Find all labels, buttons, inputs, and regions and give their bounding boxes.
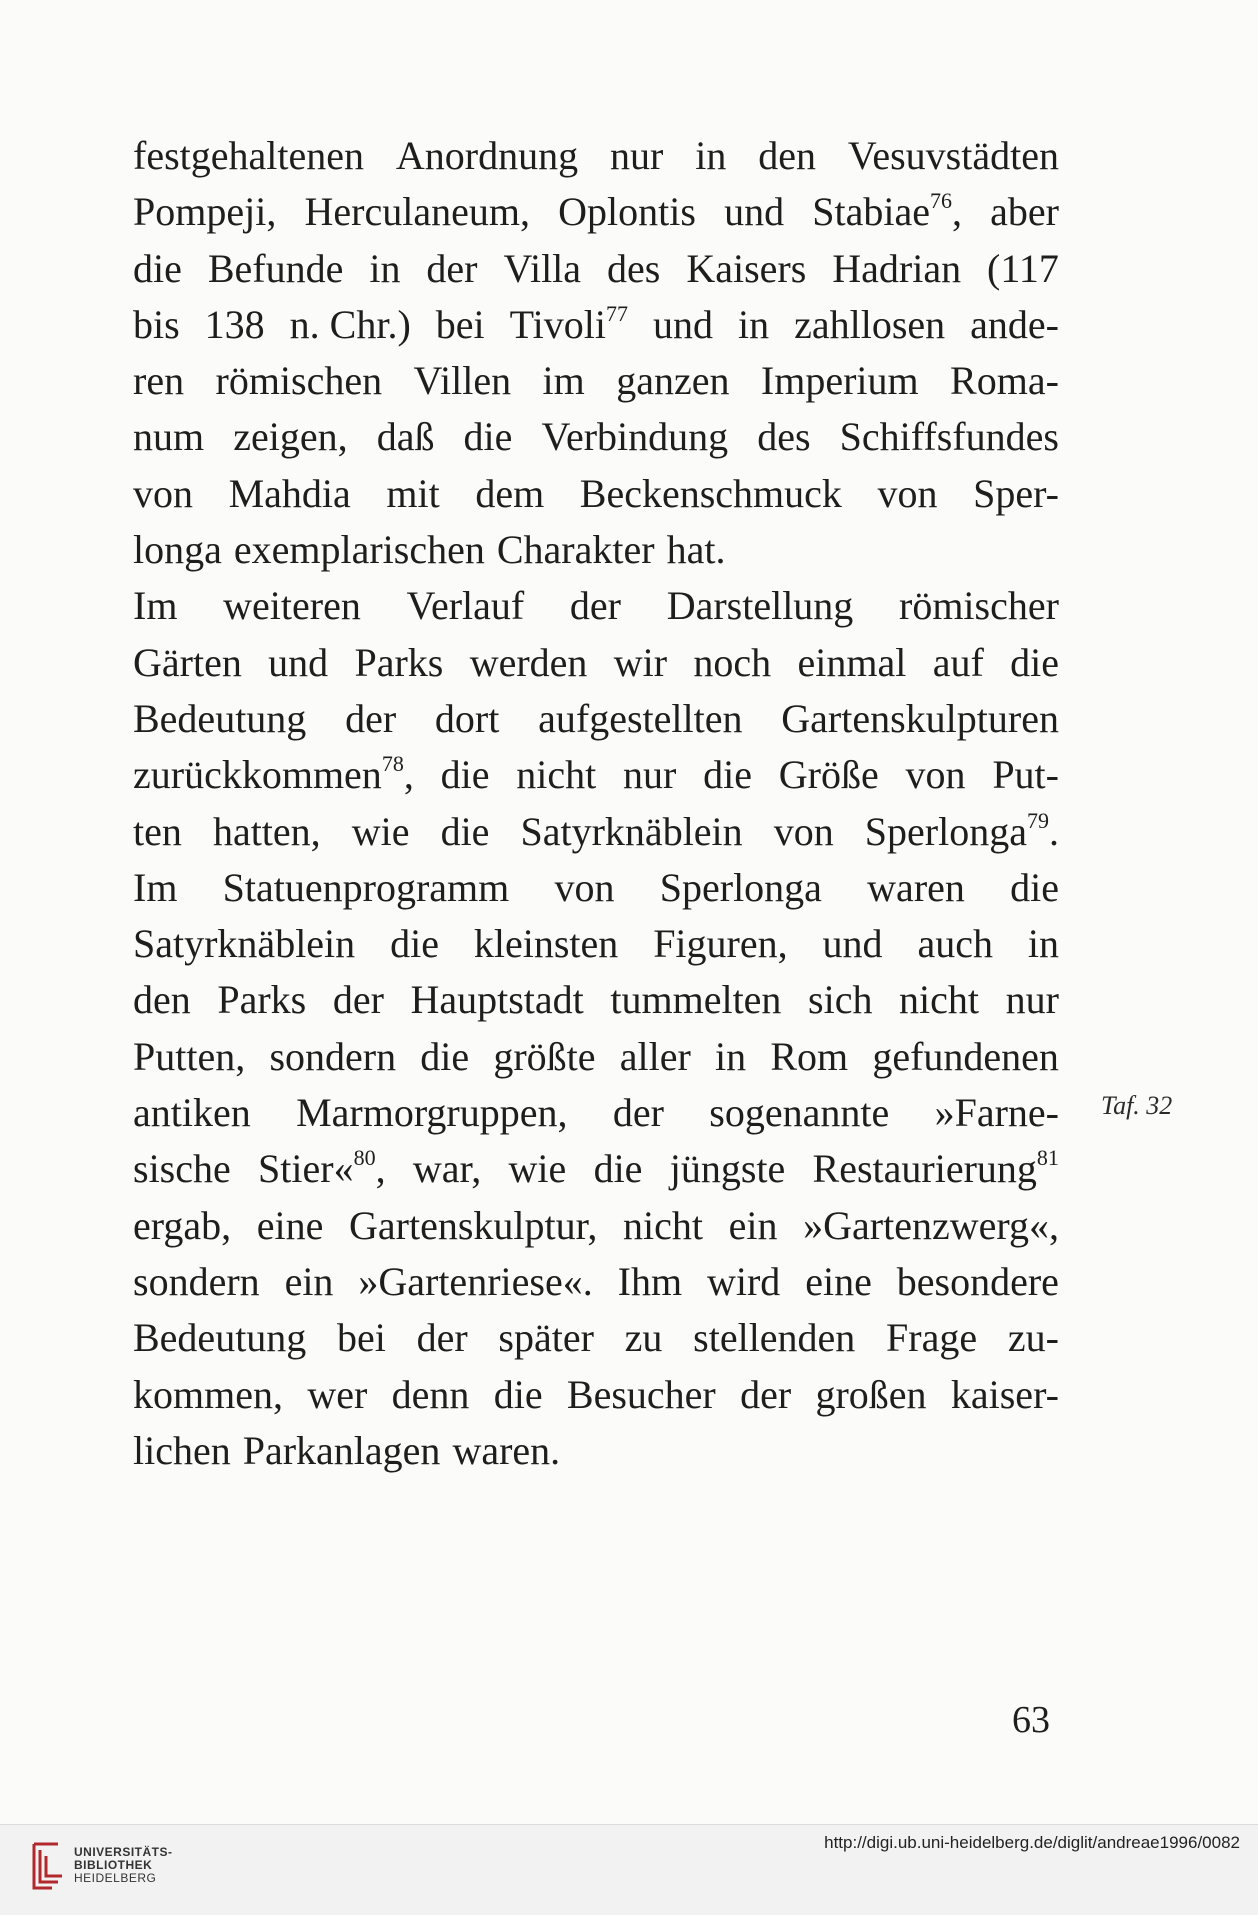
word: wer <box>307 1371 368 1417</box>
footnote-marker: 77 <box>606 300 628 326</box>
word: Beckenschmuck <box>579 470 842 516</box>
word: Mahdia <box>228 470 351 516</box>
word: Statuenprogramm <box>222 864 510 910</box>
word: Darstellung <box>666 583 854 629</box>
word: von <box>773 808 834 854</box>
word: denn <box>391 1371 470 1417</box>
text-line <box>133 1085 1059 1141</box>
word: Imperium <box>760 358 919 404</box>
word: wie <box>351 808 410 854</box>
text-line <box>133 578 1059 634</box>
word: und <box>268 639 329 685</box>
word: stellenden <box>693 1315 856 1361</box>
word: bis <box>133 301 180 347</box>
word: Tivoli$^{77}$ <box>509 300 628 347</box>
word: exemplarischen <box>233 527 485 573</box>
word: auch <box>917 921 993 967</box>
word: bei <box>337 1315 386 1361</box>
word: von <box>554 864 615 910</box>
word: der <box>612 1090 664 1136</box>
word: Gartenskulpturen <box>781 695 1059 741</box>
text-line <box>133 1423 1059 1479</box>
word: weiteren <box>223 583 361 629</box>
word: ten <box>133 808 182 854</box>
word: Hadrian <box>832 245 962 291</box>
word: nicht <box>516 752 597 798</box>
word: dort <box>434 695 500 741</box>
margin-plate-reference: Taf. 32 <box>1101 1091 1173 1120</box>
word: bei <box>435 301 485 347</box>
word: Parkanlagen <box>242 1427 441 1473</box>
word: und <box>652 301 713 347</box>
text-line <box>133 691 1059 747</box>
text-line <box>133 972 1059 1028</box>
word: in <box>1027 921 1059 967</box>
word: Sperlonga <box>659 864 822 910</box>
word: Frage <box>886 1315 978 1361</box>
word: Stabiae$^{76}$, <box>812 188 962 235</box>
footnote-marker: 81 <box>1036 1145 1059 1171</box>
word: wird <box>706 1258 781 1304</box>
text-line <box>133 1198 1059 1254</box>
library-logo-icon <box>28 1838 68 1894</box>
word: Bedeutung <box>133 695 307 741</box>
word: in <box>695 133 727 178</box>
word: Besucher <box>566 1371 716 1417</box>
library-name-line-1: UNIVERSITÄTS- <box>74 1845 173 1859</box>
word: der <box>569 583 621 629</box>
word: Put- <box>992 752 1059 798</box>
word: die <box>593 1146 643 1192</box>
word: festgehaltenen <box>133 133 364 178</box>
footnote-marker: 80 <box>353 1145 376 1171</box>
word: Kaisers <box>686 245 807 291</box>
text-line <box>133 297 1059 353</box>
text-line <box>133 1367 1059 1423</box>
text-line <box>133 916 1059 972</box>
word: waren <box>867 864 965 910</box>
word: Figuren, <box>653 921 788 967</box>
word: Restaurierung$^{81}$ <box>812 1145 1059 1192</box>
word: Anordnung <box>395 133 579 178</box>
word: die <box>1010 639 1059 685</box>
footnote-marker: 79 <box>1026 807 1049 833</box>
word: Schiffsfundes <box>839 414 1059 460</box>
library-name-line-3: HEIDELBERG <box>74 1871 157 1885</box>
word: die <box>390 921 439 967</box>
word: war, <box>412 1146 482 1192</box>
word: Oplontis <box>558 189 696 235</box>
word: nicht <box>899 977 980 1023</box>
word: 138 <box>204 301 265 347</box>
footnote-marker: 78 <box>381 751 404 777</box>
word: eine <box>805 1258 872 1304</box>
word: zu- <box>1007 1315 1059 1361</box>
text-line <box>133 409 1059 465</box>
word: Ihm <box>617 1258 683 1304</box>
library-name-line-2: BIBLIOTHEK <box>74 1858 153 1872</box>
word: aber <box>990 189 1059 235</box>
text-line <box>133 128 1059 184</box>
word: in <box>715 1033 747 1079</box>
word: Im <box>133 583 178 629</box>
word: sogenannte <box>709 1090 890 1136</box>
word: die <box>703 752 752 798</box>
word: kleinsten <box>473 921 619 967</box>
word: antiken <box>133 1090 251 1136</box>
word: in <box>369 245 401 291</box>
word: Gartenskulptur, <box>349 1202 598 1248</box>
word: ganzen <box>616 358 730 404</box>
word: sondern <box>133 1258 260 1304</box>
word: Satyrknäblein <box>520 808 743 854</box>
word: eine <box>256 1202 324 1248</box>
word: römischen <box>215 358 383 404</box>
word: und <box>822 921 883 967</box>
word: aufgestellten <box>538 695 743 741</box>
word: hatten, <box>212 808 321 854</box>
text-line <box>133 747 1059 803</box>
word: sich <box>808 977 873 1023</box>
word: lichen <box>133 1427 231 1473</box>
word: sondern <box>269 1033 397 1079</box>
word: ein <box>284 1258 334 1304</box>
word: nur <box>623 752 677 798</box>
word: Im <box>133 864 178 910</box>
word: »Gartenriese«. <box>358 1258 593 1304</box>
source-url-link[interactable]: http://digi.ub.uni-heidelberg.de/diglit/andreae1996/0082 <box>824 1833 1240 1852</box>
word: Marmorgruppen, <box>296 1090 568 1136</box>
word: dem <box>475 470 545 516</box>
word: von <box>877 470 938 516</box>
word: »Gartenzwerg«, <box>803 1202 1059 1248</box>
word: gefundenen <box>872 1033 1059 1079</box>
word: zeigen, <box>233 414 348 460</box>
word: wir <box>613 639 668 685</box>
word: besondere <box>896 1258 1059 1304</box>
word: die <box>440 808 490 854</box>
word: daß <box>376 414 435 460</box>
word: jüngste <box>669 1146 786 1192</box>
word: der <box>416 1315 468 1361</box>
word: Verbindung <box>541 414 729 460</box>
word: größte <box>493 1033 596 1079</box>
word: nicht <box>623 1202 703 1248</box>
word: und <box>724 189 785 235</box>
text-line <box>133 353 1059 409</box>
word: ergab, <box>133 1202 232 1248</box>
word: noch <box>693 639 772 685</box>
text-line <box>133 466 1059 522</box>
word: des <box>607 245 661 291</box>
word: Sperlonga$^{79}$. <box>864 807 1059 854</box>
word: im <box>542 358 585 404</box>
word: (117 <box>987 245 1059 291</box>
text-line <box>133 522 1059 578</box>
text-line <box>133 184 1059 240</box>
word: longa <box>133 527 222 573</box>
word: des <box>757 414 811 460</box>
word: Hauptstadt <box>410 977 584 1023</box>
word: den <box>758 133 816 178</box>
text-line <box>133 1254 1059 1310</box>
text-line <box>133 1029 1059 1085</box>
word: großen <box>815 1371 927 1417</box>
word: ein <box>728 1202 778 1248</box>
text-line <box>133 1141 1059 1197</box>
word: Größe <box>778 752 879 798</box>
word: der <box>332 977 384 1023</box>
word: Pompeji, <box>133 189 277 235</box>
word: Roma- <box>950 358 1059 404</box>
word: der <box>345 695 397 741</box>
text-line <box>133 241 1059 297</box>
word: n. Chr.) <box>289 301 411 347</box>
word: den <box>133 977 191 1023</box>
word: ande- <box>970 301 1059 347</box>
word: mit <box>386 470 440 516</box>
word: die <box>440 752 490 798</box>
word: Stier«$^{80}$, <box>258 1145 386 1192</box>
word: die <box>493 1371 543 1417</box>
word: Verlauf <box>406 583 525 629</box>
word: der <box>426 245 478 291</box>
library-name <box>74 1846 173 1885</box>
page-number: 63 <box>1012 1699 1050 1741</box>
word: in <box>737 301 770 347</box>
word: Charakter <box>496 527 655 573</box>
word: waren. <box>452 1427 561 1473</box>
word: Gärten <box>133 639 242 685</box>
word: aller <box>619 1033 691 1079</box>
word: kaiser- <box>950 1371 1059 1417</box>
text-line <box>133 860 1059 916</box>
word: Herculaneum, <box>304 189 530 235</box>
body-text <box>133 128 1059 1479</box>
word: die <box>463 414 513 460</box>
word: nur <box>1005 977 1059 1023</box>
word: Vesuvstädten <box>847 133 1059 178</box>
word: sische <box>133 1146 231 1192</box>
word: Befunde <box>207 245 344 291</box>
word: Sper- <box>973 470 1059 516</box>
word: einmal <box>797 639 907 685</box>
word: ren <box>133 358 185 404</box>
word: Rom <box>770 1033 849 1079</box>
word: später <box>498 1315 594 1361</box>
word: römischer <box>899 583 1059 629</box>
word: »Farne- <box>934 1090 1059 1136</box>
word: zurückkommen$^{78}$, <box>133 751 414 798</box>
word: Villen <box>413 358 512 404</box>
word: die <box>1010 864 1059 910</box>
word: Villa <box>503 245 582 291</box>
word: von <box>133 470 193 516</box>
word: wie <box>508 1146 567 1192</box>
word: die <box>133 245 182 291</box>
word: die <box>420 1033 470 1079</box>
word: kommen, <box>133 1371 283 1417</box>
word: von <box>905 752 966 798</box>
word: Putten, <box>133 1033 246 1079</box>
word: zahllosen <box>794 301 946 347</box>
text-line <box>133 1310 1059 1366</box>
text-line <box>133 635 1059 691</box>
word: Bedeutung <box>133 1315 307 1361</box>
word: nur <box>610 133 664 178</box>
word: der <box>740 1371 792 1417</box>
word: werden <box>469 639 588 685</box>
word: hat. <box>666 527 726 573</box>
word: Parks <box>217 977 307 1023</box>
footnote-marker: 76 <box>929 188 952 214</box>
text-line <box>133 804 1059 860</box>
word: auf <box>932 639 984 685</box>
word: Satyrknäblein <box>133 921 356 967</box>
word: Parks <box>354 639 444 685</box>
word: zu <box>624 1315 663 1361</box>
word: num <box>133 414 205 460</box>
word: tummelten <box>610 977 782 1023</box>
